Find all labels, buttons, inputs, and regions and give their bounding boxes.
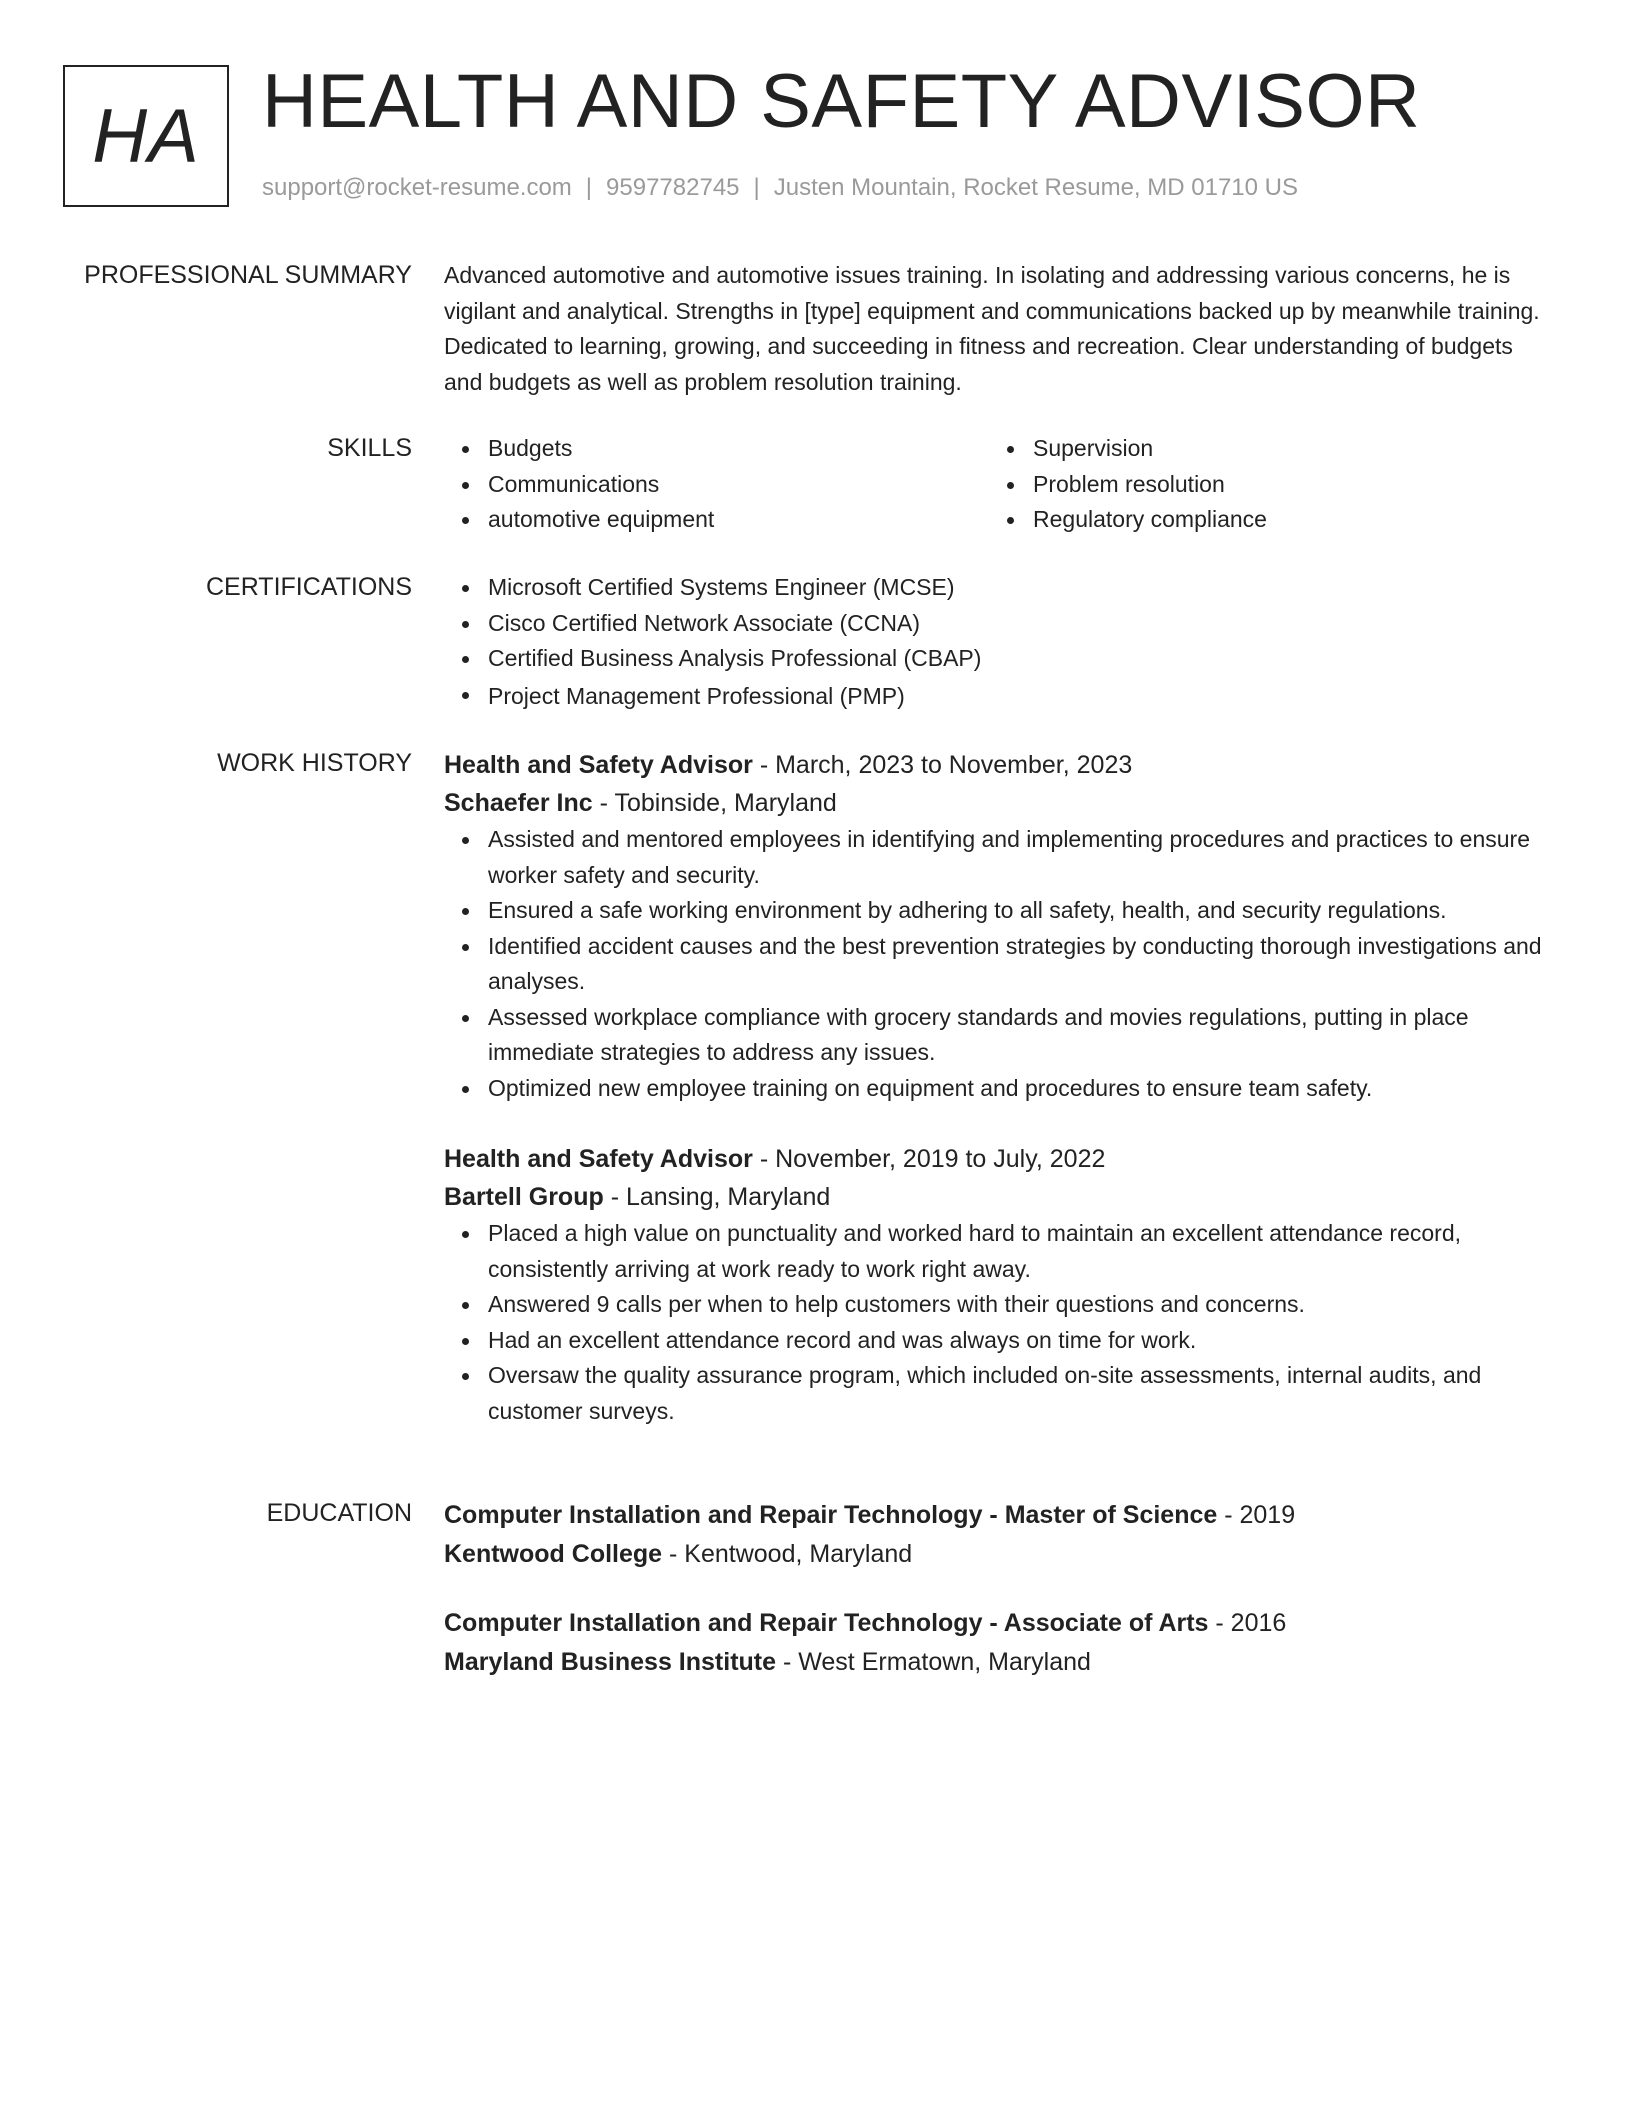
section-label-certifications: CERTIFICATIONS (205, 573, 412, 601)
education-degree-line (444, 1496, 1554, 1535)
job-duty-item: Placed a high value on punctuality and worked hard to maintain an excellent attendance record, consistently arriving at work ready to work right away. (444, 1216, 1554, 1287)
job-title: Health and Safety Advisor (444, 1145, 753, 1173)
job-title-line (444, 1140, 1554, 1178)
job-duty-item: Assisted and mentored employees in identifying and implementing procedures and practices to ensure worker safety and security. (444, 822, 1554, 893)
job-company: Bartell Group (444, 1183, 604, 1211)
contact-separator: | (585, 174, 593, 201)
certification-item: Microsoft Certified Systems Engineer (MCSE) (444, 570, 1554, 606)
job-duty-item: Identified accident causes and the best prevention strategies by conducting thorough investigations and analyses. (444, 929, 1554, 1000)
job-duties-list (444, 1216, 1554, 1429)
job-duty-item: Optimized new employee training on equipment and procedures to ensure team safety. (444, 1071, 1554, 1107)
contact-line (262, 174, 1298, 202)
job-company-line (444, 784, 1554, 822)
skill-item: automotive equipment (444, 502, 989, 538)
skills-list-left (444, 431, 989, 538)
job-dates: - March, 2023 to November, 2023 (752, 751, 1133, 779)
certifications-body (444, 570, 1554, 715)
skill-item: Regulatory compliance (989, 502, 1534, 538)
education-location: - West Ermatown, Maryland (776, 1648, 1091, 1676)
job-title: Health and Safety Advisor (444, 751, 753, 779)
skill-item: Supervision (989, 431, 1534, 467)
education-entry (444, 1496, 1554, 1574)
skill-item: Problem resolution (989, 467, 1534, 503)
section-label-work-history: WORK HISTORY (217, 749, 412, 777)
monogram-box (63, 65, 229, 207)
job-company: Schaefer Inc (444, 789, 593, 817)
education-body (444, 1496, 1554, 1712)
job-duty-item: Assessed workplace compliance with grocery standards and movies regulations, putting in place immediate strategies to address any issues. (444, 1000, 1554, 1071)
job-dates: - November, 2019 to July, 2022 (752, 1145, 1106, 1173)
contact-email: support@rocket-resume.com (262, 174, 572, 201)
education-year: - 2019 (1217, 1501, 1296, 1529)
education-entry (444, 1604, 1554, 1682)
job-entry (444, 1140, 1554, 1429)
job-duty-item: Had an excellent attendance record and was always on time for work. (444, 1323, 1554, 1359)
job-duty-item: Answered 9 calls per when to help customers with their questions and concerns. (444, 1287, 1554, 1323)
resume-title: HEALTH AND SAFETY ADVISOR (262, 59, 1421, 144)
education-location: - Kentwood, Maryland (662, 1540, 913, 1568)
work-history-body (444, 746, 1554, 1459)
contact-address: Justen Mountain, Rocket Resume, MD 01710 US (773, 174, 1298, 201)
job-duty-item: Oversaw the quality assurance program, which included on-site assessments, internal audits, and customer surveys. (444, 1358, 1554, 1429)
section-label-education: EDUCATION (266, 1499, 412, 1527)
monogram-initials: HA (92, 93, 200, 179)
certifications-list (444, 570, 1554, 715)
education-school: Kentwood College (444, 1540, 663, 1568)
section-label-summary: PROFESSIONAL SUMMARY (84, 261, 412, 289)
job-location: - Tobinside, Maryland (592, 789, 837, 817)
job-duties-list (444, 822, 1554, 1106)
skill-item: Communications (444, 467, 989, 503)
education-degree-line (444, 1604, 1554, 1643)
certification-item: Cisco Certified Network Associate (CCNA) (444, 606, 1554, 642)
job-duty-item: Ensured a safe working environment by adhering to all safety, health, and security regulations. (444, 893, 1554, 929)
contact-phone: 9597782745 (606, 174, 740, 201)
skill-item: Budgets (444, 431, 989, 467)
summary-body (444, 258, 1554, 400)
education-degree: Computer Installation and Repair Technology - Associate of Arts (444, 1609, 1209, 1637)
skills-list-right (989, 431, 1534, 538)
summary-text: Advanced automotive and automotive issues training. In isolating and addressing various concerns, he is vigilant and analytical. Strengths in [type] equipment and communications backed up by meanwhile training. Dedicated to learning, growing, and succeeding in fitness and recreation. Clear understanding of budgets and budgets as well as problem resolution training. (444, 262, 1540, 395)
education-school: Maryland Business Institute (444, 1648, 777, 1676)
job-company-line (444, 1178, 1554, 1216)
education-school-line (444, 1535, 1554, 1574)
education-degree: Computer Installation and Repair Technology - Master of Science (444, 1501, 1218, 1529)
skills-body (444, 431, 1554, 538)
contact-separator: | (753, 174, 760, 201)
section-label-skills: SKILLS (327, 434, 412, 462)
job-entry (444, 746, 1554, 1106)
job-title-line (444, 746, 1554, 784)
certification-item: Project Management Professional (PMP) (444, 677, 1554, 715)
education-year: - 2016 (1208, 1609, 1287, 1637)
job-location: - Lansing, Maryland (603, 1183, 831, 1211)
certification-item: Certified Business Analysis Professional (CBAP) (444, 641, 1554, 677)
education-school-line (444, 1643, 1554, 1682)
